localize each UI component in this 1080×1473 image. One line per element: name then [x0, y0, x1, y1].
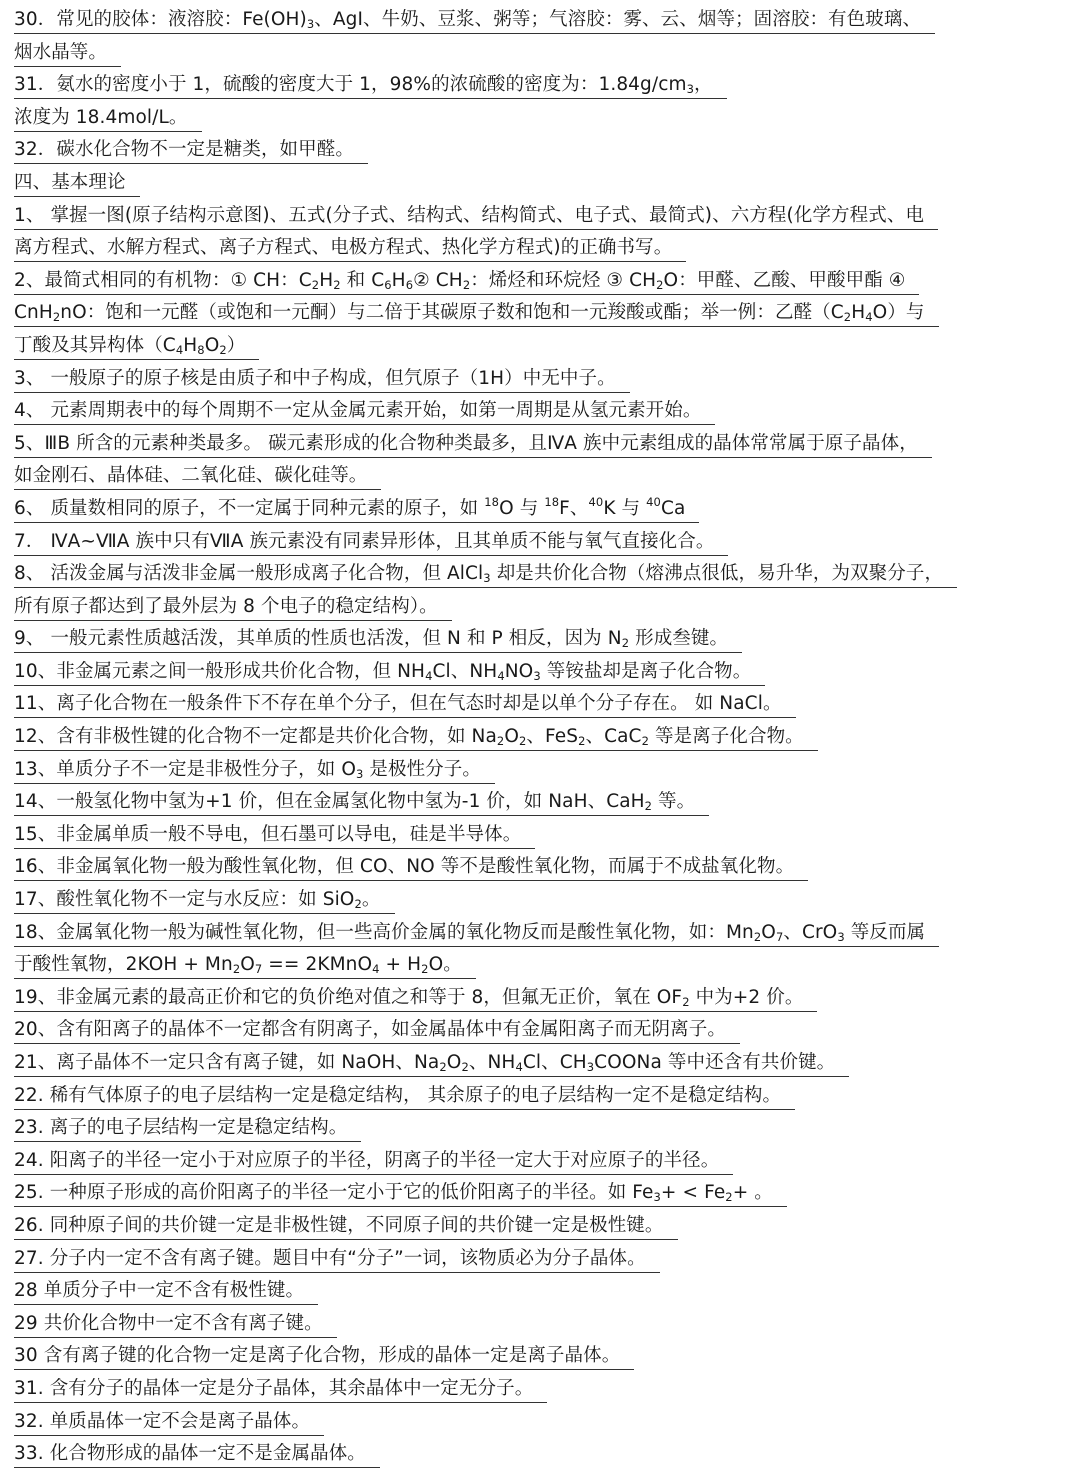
underlined-text: 如金刚石、晶体硅、二氧化硅、碳化硅等。: [14, 462, 381, 490]
text-line: [14, 723, 1066, 756]
underlined-text: 25. 一种原子形成的高价阳离子的半径一定小于它的低价阳离子的半径。如 $Fe_3+ < Fe_2+$ 。: [14, 1179, 787, 1207]
underlined-text: 29 共价化合物中一定不含有离子键。: [14, 1310, 337, 1338]
text-line: [14, 267, 1066, 300]
underlined-text: 于酸性氧物，$2KOH + Mn_2O_7$ == 2KMnO$_4$ + $H_2O$。: [14, 951, 476, 979]
underlined-text: 6、 质量数相同的原子，不一定属于同种元素的原子，如 $^{18}$O 与 $^{18}$F、$^{40}$K 与 $^{40}$Ca: [14, 495, 699, 523]
text-line: [14, 853, 1066, 886]
text-line: [14, 234, 1066, 267]
underlined-text: 5、ⅢB 所含的元素种类最多。 碳元素形成的化合物种类最多，且ⅣA 族中元素组成的晶体常常属于原子晶体，: [14, 430, 932, 458]
text-line: [14, 299, 1066, 332]
text-line: [14, 462, 1066, 495]
text-line: [14, 593, 1066, 626]
underlined-text: 19、非金属元素的最高正价和它的负价绝对值之和等于 8，但氟无正价，氧在 $OF_2$ 中为+2 价。: [14, 984, 817, 1012]
text-line: [14, 756, 1066, 789]
text-line: [14, 1147, 1066, 1180]
underlined-text: 22. 稀有气体原子的电子层结构一定是稳定结构， 其余原子的电子层结构一定不是稳定结构。: [14, 1082, 795, 1110]
text-line: [14, 658, 1066, 691]
underlined-text: 30．常见的胶体：液溶胶：$Fe(OH)_3$、AgI、牛奶、豆浆、粥等；气溶胶：雾、云、烟等；固溶胶：有色玻璃、: [14, 6, 935, 34]
underlined-text: 所有原子都达到了最外层为 8 个电子的稳定结构）。: [14, 593, 452, 621]
text-line: [14, 1440, 1066, 1473]
text-line: [14, 528, 1066, 561]
text-line: [14, 1310, 1066, 1343]
text-line: [14, 1016, 1066, 1049]
text-line: [14, 71, 1066, 104]
text-line: [14, 625, 1066, 658]
underlined-text: 丁酸及其异构体$(C_4H_8O_2)$: [14, 332, 259, 360]
text-line: [14, 788, 1066, 821]
underlined-text: 28 单质分子中一定不含有极性键。: [14, 1277, 318, 1305]
underlined-text: 浓度为 18.4mol/L。: [14, 104, 202, 132]
underlined-text: 7． ⅣA~ⅦA 族中只有ⅦA 族元素没有同素异形体，且其单质不能与氧气直接化合。: [14, 528, 728, 556]
text-line: [14, 1408, 1066, 1441]
underlined-text: 15、非金属单质一般不导电，但石墨可以导电，硅是半导体。: [14, 821, 535, 849]
underlined-text: 31．氨水的密度小于 1，硫酸的密度大于 1，98%的浓硫酸的密度为：$1.84g/cm_3$，: [14, 71, 727, 99]
underlined-text: 1、 掌握一图(原子结构示意图)、五式(分子式、结构式、结构简式、电子式、最简式)、六方程(化学方程式、电: [14, 202, 938, 230]
underlined-text: 23. 离子的电子层结构一定是稳定结构。: [14, 1114, 361, 1142]
underlined-text: 12、含有非极性键的化合物不一定都是共价化合物，如 $Na_2O_2$、FeS$_2$、CaC$_2$ 等是离子化合物。: [14, 723, 818, 751]
underlined-text: 30 含有离子键的化合物一定是离子化合物，形成的晶体一定是离子晶体。: [14, 1342, 634, 1370]
underlined-text: 4、 元素周期表中的每个周期不一定从金属元素开始，如第一周期是从氢元素开始。: [14, 397, 715, 425]
underlined-text: 13、单质分子不一定是非极性分子，如 $O_3$ 是极性分子。: [14, 756, 495, 784]
text-line: [14, 397, 1066, 430]
text-lines: [14, 6, 1066, 1473]
underlined-text: 18、金属氧化物一般为碱性氧化物，但一些高价金属的氧化物反而是酸性氧化物，如：$Mn_2O_7$、CrO$_3$ 等反而属: [14, 919, 939, 947]
text-line: [14, 1114, 1066, 1147]
text-line: [14, 1179, 1066, 1212]
underlined-text: 四、基本理论: [14, 169, 140, 197]
text-line: [14, 365, 1066, 398]
underlined-text: 8、 活泼金属与活泼非金属一般形成离子化合物，但 AlCl$_3$ 却是共价化合物（熔沸点很低，易升华，为双聚分子，: [14, 560, 957, 588]
underlined-text: 26. 同种原子间的共价键一定是非极性键，不同原子间的共价键一定是极性键。: [14, 1212, 678, 1240]
text-line: [14, 1049, 1066, 1082]
underlined-text: 离方程式、水解方程式、离子方程式、电极方程式、热化学方程式)的正确书写。: [14, 234, 686, 262]
text-line: [14, 1245, 1066, 1278]
underlined-text: 9、 一般元素性质越活泼，其单质的性质也活泼，但 N 和 P 相反，因为 $N_2$ 形成叁键。: [14, 625, 742, 653]
underlined-text: 31. 含有分子的晶体一定是分子晶体，其余晶体中一定无分子。: [14, 1375, 547, 1403]
text-line: [14, 1342, 1066, 1375]
text-line: [14, 951, 1066, 984]
underlined-text: 27. 分子内一定不含有离子键。题目中有“分子”一词，该物质必为分子晶体。: [14, 1245, 660, 1273]
text-line: [14, 332, 1066, 365]
text-line: [14, 1082, 1066, 1115]
underlined-text: 10、非金属元素之间一般形成共价化合物，但 $NH_4Cl$、$NH_4NO_3$ 等铵盐却是离子化合物。: [14, 658, 765, 686]
underlined-text: 32. 单质晶体一定不会是离子晶体。: [14, 1408, 324, 1436]
underlined-text: 17、酸性氧化物不一定与水反应：如 SiO$_2$。: [14, 886, 395, 914]
text-line: [14, 560, 1066, 593]
text-line: [14, 430, 1066, 463]
text-line: [14, 886, 1066, 919]
underlined-text: 33. 化合物形成的晶体一定不是金属晶体。: [14, 1440, 380, 1468]
text-line: [14, 1212, 1066, 1245]
text-line: [14, 984, 1066, 1017]
text-line: [14, 1277, 1066, 1310]
underlined-text: 3、 一般原子的原子核是由质子和中子构成，但氕原子（1H）中无中子。: [14, 365, 630, 393]
underlined-text: 2、最简式相同的有机物：① CH：$C_2H_2$ 和 $C_6H_6②$ $CH_2$：烯烃和环烷烃 ③ $CH_2O$：甲醛、乙酸、甲酸甲酯 ④: [14, 267, 919, 295]
underlined-text: 11、离子化合物在一般条件下不存在单个分子，但在气态时却是以单个分子存在。 如 NaCl。: [14, 690, 796, 718]
text-line: [14, 690, 1066, 723]
text-line: [14, 39, 1066, 72]
underlined-text: 32．碳水化合物不一定是糖类，如甲醛。: [14, 136, 368, 164]
text-line: [14, 6, 1066, 39]
underlined-text: 烟水晶等。: [14, 39, 121, 67]
text-line: [14, 104, 1066, 137]
underlined-text: 20、含有阳离子的晶体不一定都含有阴离子，如金属晶体中有金属阳离子而无阴离子。: [14, 1016, 740, 1044]
text-line: [14, 202, 1066, 235]
underlined-text: 16、非金属氧化物一般为酸性氧化物，但 CO、NO 等不是酸性氧化物，而属于不成盐氧化物。: [14, 853, 808, 881]
text-line: [14, 495, 1066, 528]
text-line: [14, 1375, 1066, 1408]
underlined-text: 21、离子晶体不一定只含有离子键，如 NaOH、$Na_2O_2$、$NH_4Cl$、$CH_3COONa$ 等中还含有共价键。: [14, 1049, 849, 1077]
underlined-text: 14、一般氢化物中氢为+1 价，但在金属氢化物中氢为-1 价，如 NaH、CaH$_2$ 等。: [14, 788, 709, 816]
text-line: [14, 136, 1066, 169]
underlined-text: CnH$_2$nO：饱和一元醛（或饱和一元酮）与二倍于其碳原子数和饱和一元羧酸或酯；举一例：乙醛$(C_2H_4O)$与: [14, 299, 939, 327]
text-line: [14, 919, 1066, 952]
text-line: [14, 169, 1066, 202]
text-line: [14, 821, 1066, 854]
underlined-text: 24. 阳离子的半径一定小于对应原子的半径，阴离子的半径一定大于对应原子的半径。: [14, 1147, 733, 1175]
